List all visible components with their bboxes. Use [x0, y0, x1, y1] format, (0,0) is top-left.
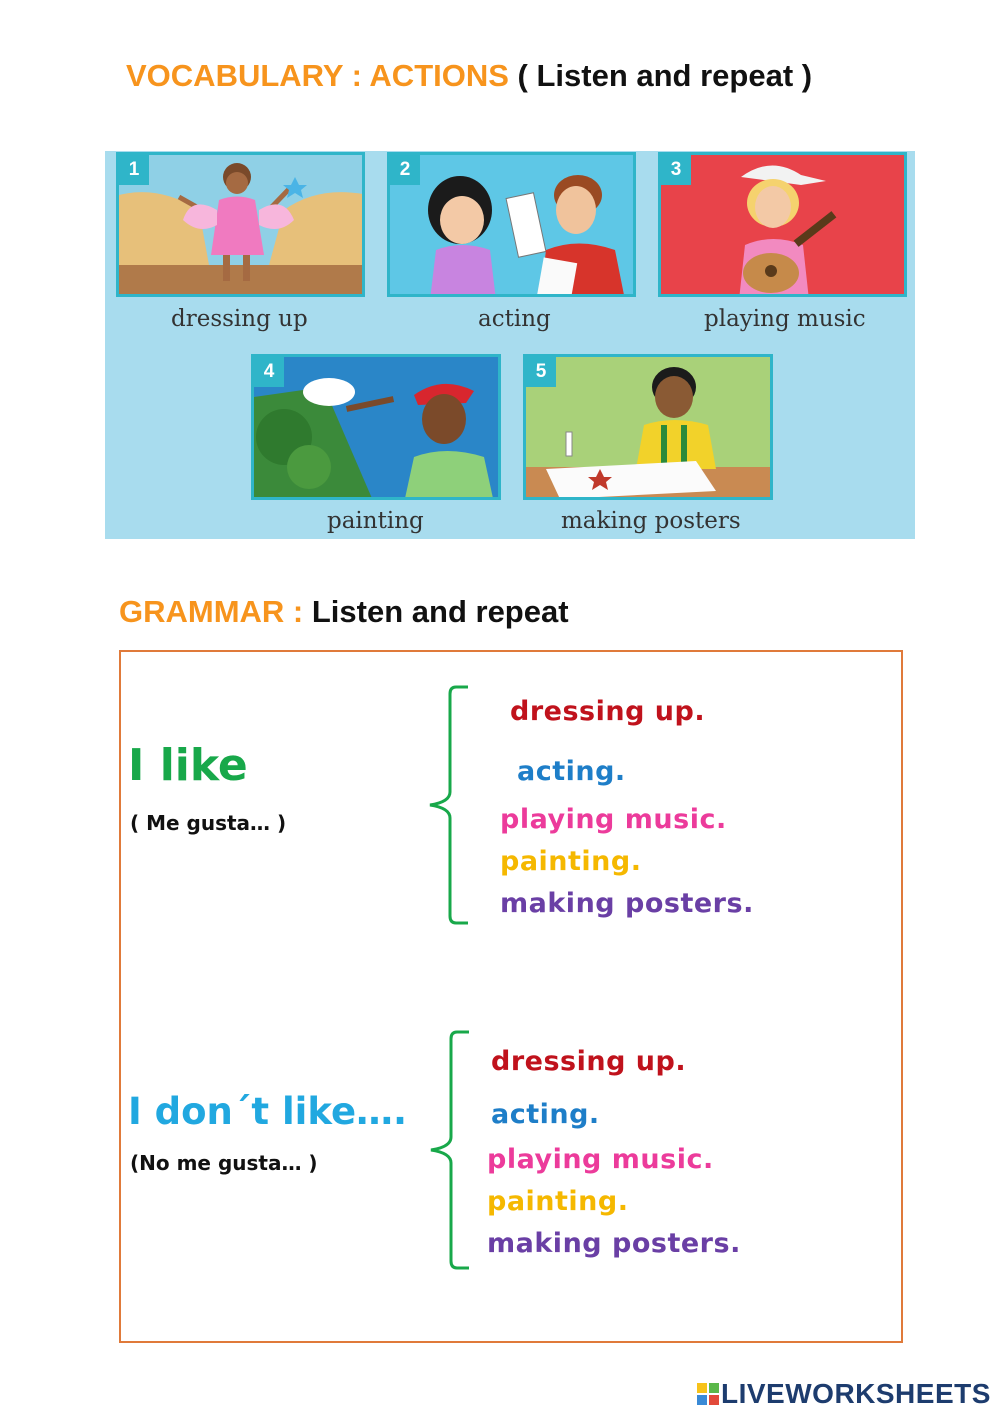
dressing-up-illustration [119, 155, 365, 297]
like-option: making posters. [500, 888, 754, 919]
caption-acting: acting [478, 306, 551, 332]
dislike-translation: (No me gusta… ) [130, 1151, 318, 1175]
vocabulary-title [126, 58, 812, 94]
dislike-brace-icon [427, 1029, 473, 1271]
like-option: playing music. [500, 804, 727, 835]
card-acting [387, 152, 636, 297]
card-number: 3 [661, 155, 691, 185]
like-brace-icon [426, 684, 472, 926]
caption-dressing-up: dressing up [171, 306, 308, 332]
liveworksheets-logo-icon [697, 1383, 719, 1405]
like-option: dressing up. [510, 696, 706, 727]
dislike-option: making posters. [487, 1228, 741, 1259]
painting-illustration [254, 357, 501, 500]
like-title: I like [128, 740, 248, 791]
making-posters-illustration [526, 357, 773, 500]
card-dressing-up [116, 152, 365, 297]
dislike-option: acting. [491, 1099, 600, 1130]
dislike-option: playing music. [487, 1144, 714, 1175]
card-number: 4 [254, 357, 284, 387]
dislike-option: dressing up. [491, 1046, 687, 1077]
grammar-title [119, 594, 569, 630]
grammar-instruction: Listen and repeat [311, 594, 569, 629]
vocabulary-panel [105, 151, 915, 539]
liveworksheets-wordmark: LIVEWORKSHEETS [721, 1378, 991, 1409]
playing-music-illustration [661, 155, 907, 297]
card-number: 1 [119, 155, 149, 185]
card-number: 5 [526, 357, 556, 387]
dislike-title: I don´t like…. [128, 1090, 408, 1133]
card-painting [251, 354, 501, 500]
dislike-option: painting. [487, 1186, 629, 1217]
acting-illustration [390, 155, 636, 297]
caption-painting: painting [327, 508, 424, 534]
card-number: 2 [390, 155, 420, 185]
card-making-posters [523, 354, 773, 500]
like-translation: ( Me gusta… ) [130, 811, 287, 835]
grammar-heading: GRAMMAR : [119, 594, 304, 629]
card-playing-music [658, 152, 907, 297]
like-option: acting. [517, 756, 626, 787]
vocabulary-instruction: ( Listen and repeat ) [517, 58, 813, 93]
liveworksheets-logo[interactable] [697, 1378, 991, 1410]
like-option: painting. [500, 846, 642, 877]
vocabulary-heading: VOCABULARY : ACTIONS [126, 58, 509, 93]
caption-playing-music: playing music [704, 306, 866, 332]
caption-making-posters: making posters [561, 508, 741, 534]
